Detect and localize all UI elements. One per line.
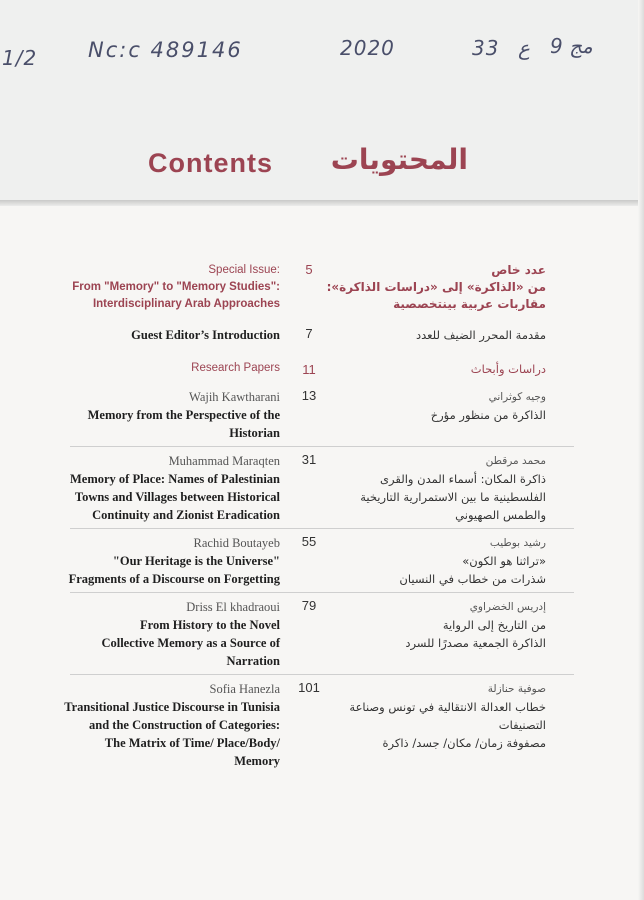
handwritten-volume: مج 9	[550, 34, 593, 58]
divider	[70, 592, 574, 593]
guest-introduction-title-ar: مقدمة المحرر الضيف للعدد	[415, 328, 546, 342]
handwritten-page-part: 1/2	[2, 46, 38, 70]
article-title-ar-line: خطاب العدالة الانتقالية في تونس وصناعة	[349, 700, 546, 714]
guest-introduction-title-en: Guest Editor’s Introduction	[131, 328, 280, 342]
special-issue-title-ar-line2: مقاربات عربية بينتخصصية	[393, 297, 546, 311]
contents-title-en: Contents	[148, 148, 273, 178]
article-en	[0, 680, 280, 770]
author-name-ar: محمد مرقطن	[485, 455, 546, 467]
special-issue-title-ar-line1: من «الذاكرة» إلى «دراسات الذاكرة»:	[326, 280, 546, 294]
article-title-ar-line: الفلسطينية ما بين الاستمرارية التاريخية	[360, 490, 546, 504]
article-title-ar-line: «تراثنا هو الكون»	[462, 554, 546, 568]
article-title-ar-line: الذاكرة من منظور مؤرخ	[430, 408, 546, 422]
page-edge	[638, 0, 644, 900]
page-number: 5	[305, 262, 313, 277]
article-title-en-line: Memory from the Perspective of the	[87, 408, 280, 422]
page-number: 13	[301, 388, 317, 403]
guest-introduction-ar	[316, 326, 546, 344]
article-title-en-line: Memory	[234, 754, 280, 768]
article-en	[0, 388, 280, 442]
special-issue-title-en-line2: Interdisciplinary Arab Approaches	[92, 298, 280, 310]
article-ar	[316, 680, 546, 752]
article-ar	[316, 388, 546, 424]
author-name-ar: وجيه كوثراني	[488, 391, 546, 403]
article-title-en-line: and the Construction of Categories:	[89, 718, 280, 732]
article-title-en-line: "Our Heritage is the Universe"	[112, 554, 280, 568]
special-issue-label-en: Special Issue:	[208, 264, 280, 276]
article-title-ar-line: الذاكرة الجمعية مصدرًا للسرد	[405, 636, 546, 650]
article-ar	[316, 598, 546, 652]
divider	[70, 674, 574, 675]
article-title-en-line: Collective Memory as a Source of	[101, 636, 280, 650]
article-title-en-line: Historian	[229, 426, 280, 440]
page-number: 55	[301, 534, 317, 549]
article-title-ar-line: من التاريخ إلى الرواية	[442, 618, 546, 632]
contents-title-ar: المحتويات	[330, 143, 468, 176]
article-ar	[316, 452, 546, 524]
research-papers-en	[0, 362, 280, 374]
handwritten-year: 2020	[340, 36, 395, 60]
page-number: 79	[301, 598, 317, 613]
article-title-en-line: Narration	[226, 654, 280, 668]
divider	[70, 528, 574, 529]
guest-introduction-en	[0, 326, 280, 344]
author-name-ar: رشيد بوطيب	[489, 537, 546, 549]
author-name-en: Driss El khadraoui	[186, 600, 280, 614]
special-issue-title-en-line1: From "Memory" to "Memory Studies":	[72, 281, 280, 293]
author-name-ar: إدريس الخضراوي	[469, 601, 546, 613]
article-title-en-line: Towns and Villages between Historical	[74, 490, 280, 504]
article-title-en-line: Continuity and Zionist Eradication	[92, 508, 280, 522]
article-title-en-line: Transitional Justice Discourse in Tunisia	[64, 700, 280, 714]
article-title-ar-line: ذاكرة المكان: أسماء المدن والقرى	[380, 472, 546, 486]
article-ar	[316, 534, 546, 588]
article-title-ar-line: التصنيفات	[498, 718, 546, 732]
research-papers-label-ar: دراسات وأبحاث	[470, 362, 546, 376]
page-number: 31	[301, 452, 317, 467]
article-title-en-line: Memory of Place: Names of Palestinian	[69, 472, 280, 486]
research-papers-label-en: Research Papers	[191, 362, 280, 374]
article-title-ar-line: مصفوفة زمان/ مكان/ جسد/ ذاكرة	[382, 736, 546, 750]
research-papers-ar	[316, 362, 546, 376]
article-title-en-line: The Matrix of Time/ Place/Body/	[104, 736, 280, 750]
author-name-en: Wajih Kawtharani	[189, 390, 280, 404]
special-issue-ar	[316, 262, 546, 313]
author-name-ar: صوفية حنازلة	[487, 683, 546, 695]
author-name-en: Rachid Boutayeb	[193, 536, 280, 550]
cover-flap	[0, 0, 644, 202]
handwritten-issue-label: ع	[518, 36, 530, 60]
article-en	[0, 598, 280, 670]
special-issue-label-ar: عدد خاص	[491, 263, 546, 277]
article-title-en-line: Fragments of a Discourse on Forgetting	[68, 572, 280, 586]
article-title-en-line: From History to the Novel	[139, 618, 280, 632]
handwritten-code: Nc:c 489146	[88, 38, 243, 62]
article-en	[0, 452, 280, 524]
divider	[70, 446, 574, 447]
author-name-en: Sofia Hanezla	[209, 682, 280, 696]
page-number: 7	[305, 326, 313, 341]
article-title-ar-line: والطمس الصهيوني	[455, 508, 546, 522]
author-name-en: Muhammad Maraqten	[168, 454, 280, 468]
special-issue-en	[0, 262, 280, 313]
article-title-ar-line: شذرات من خطاب في النسيان	[399, 572, 546, 586]
fold-shadow	[0, 200, 644, 206]
page-number: 101	[298, 680, 320, 695]
page-number: 11	[302, 362, 316, 377]
article-en	[0, 534, 280, 588]
handwritten-issue-number: 33	[472, 36, 500, 60]
